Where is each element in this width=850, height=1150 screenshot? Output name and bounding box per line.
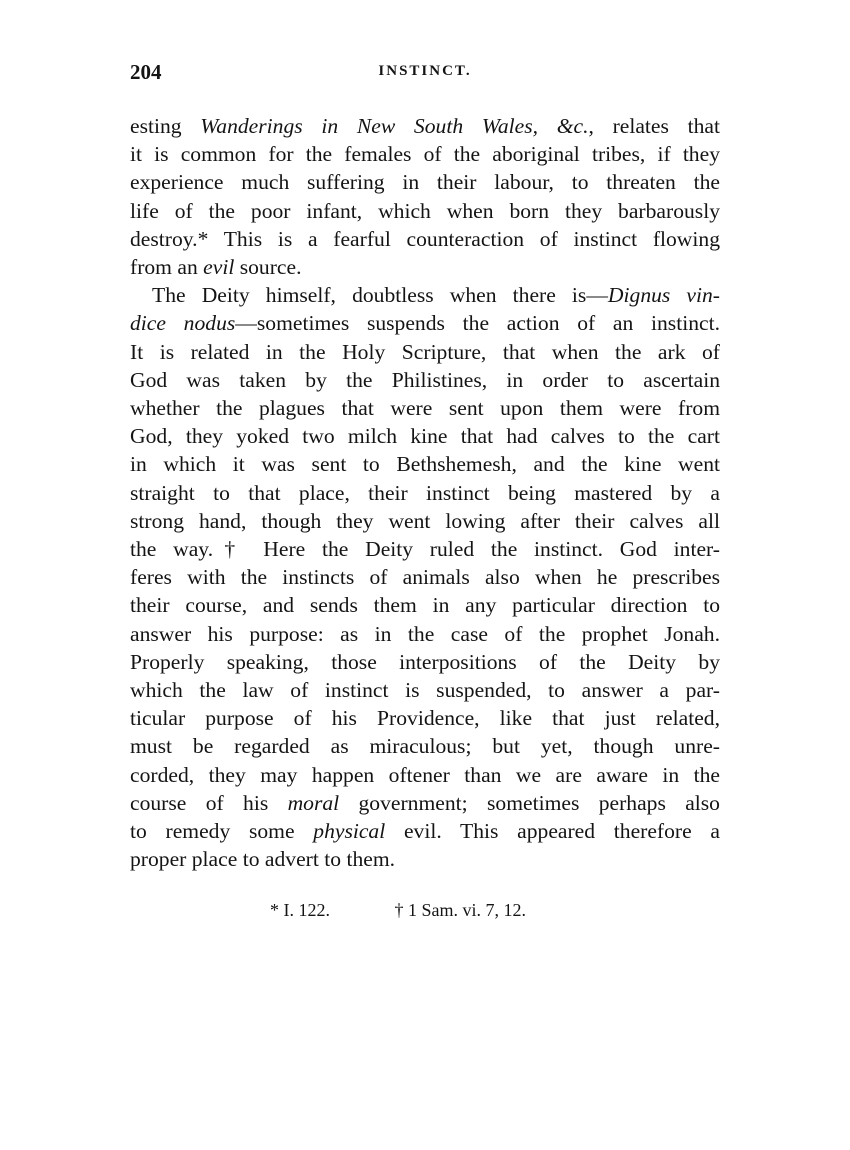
text-line: must be regarded as miraculous; but yet, though unre-: [130, 734, 720, 759]
text-run: , relates that: [588, 114, 720, 138]
text-line: [130, 253, 720, 281]
text-line: [130, 817, 720, 845]
text-line: ticular purpose of his Providence, like that just related,: [130, 706, 720, 731]
paragraph-1: [130, 112, 720, 281]
emphasis: physical: [313, 819, 386, 844]
text-line: answer his purpose: as in the case of the prophet Jonah.: [130, 621, 720, 646]
text-run: government; sometimes perhaps also: [339, 790, 720, 815]
text-line: corded, they may happen oftener than we are aware in the: [130, 762, 720, 787]
text-line: experience much suffering in their labour, to threaten the: [130, 170, 720, 195]
text-line: God, they yoked two milch kine that had calves to the cart: [130, 424, 720, 449]
body-text: [130, 112, 720, 873]
latin-phrase: Dignus vin-: [607, 283, 720, 308]
paragraph-2: [130, 281, 720, 873]
page-header: [130, 60, 720, 90]
text-line: [130, 281, 720, 309]
text-line: [130, 309, 720, 337]
text-run: from an: [130, 255, 204, 280]
text-run: The Deity himself, doubtless when there is—: [152, 283, 608, 308]
text-line: strong hand, though they went lowing after their calves all: [130, 508, 720, 533]
emphasis: evil: [203, 255, 235, 280]
text-line: life of the poor infant, which when born they barbarously: [130, 198, 720, 223]
text-run: to remedy some: [130, 819, 314, 844]
text-line: [130, 789, 720, 817]
text-line: the way.† Here the Deity ruled the instinct. God inter-: [130, 537, 720, 562]
footnote-2: † 1 Sam. vi. 7, 12.: [394, 900, 527, 920]
text-line: in which it was sent to Bethshemesh, and the kine went: [130, 452, 720, 477]
text-line: Properly speaking, those interpositions of the Deity by: [130, 649, 720, 674]
text-run: evil. This appeared therefore a: [385, 819, 720, 844]
footnotes: [270, 900, 670, 921]
text-line: God was taken by the Philistines, in order to ascertain: [130, 367, 720, 392]
text-line: It is related in the Holy Scripture, that when the ark of: [130, 339, 720, 364]
running-head: INSTINCT.: [378, 63, 472, 79]
text-line: straight to that place, their instinct being mastered by a: [130, 480, 720, 505]
text-run: esting: [130, 114, 201, 138]
text-line: feres with the instincts of animals also when he prescribes: [130, 565, 720, 590]
emphasis: moral: [287, 790, 340, 815]
latin-phrase: dice nodus: [130, 311, 236, 336]
text-line: destroy.* This is a fearful counteraction of instinct flowing: [130, 226, 720, 251]
text-run: course of his: [130, 790, 288, 815]
text-line: their course, and sends them in any particular direction to: [130, 593, 720, 618]
footnote-1: * I. 122.: [270, 900, 330, 920]
text-line: it is common for the females of the aboriginal tribes, if they: [130, 142, 720, 167]
text-line: which the law of instinct is suspended, to answer a par-: [130, 678, 720, 703]
text-line: whether the plagues that were sent upon them were from: [130, 396, 720, 421]
book-title: Wanderings in New South Wales, &c.: [200, 114, 589, 138]
text-run: source.: [234, 255, 302, 280]
page-number: 204: [130, 60, 162, 84]
text-line: [130, 112, 720, 140]
text-line: proper place to advert to them.: [130, 847, 396, 872]
text-run: —sometimes suspends the action of an instinct.: [235, 311, 720, 336]
